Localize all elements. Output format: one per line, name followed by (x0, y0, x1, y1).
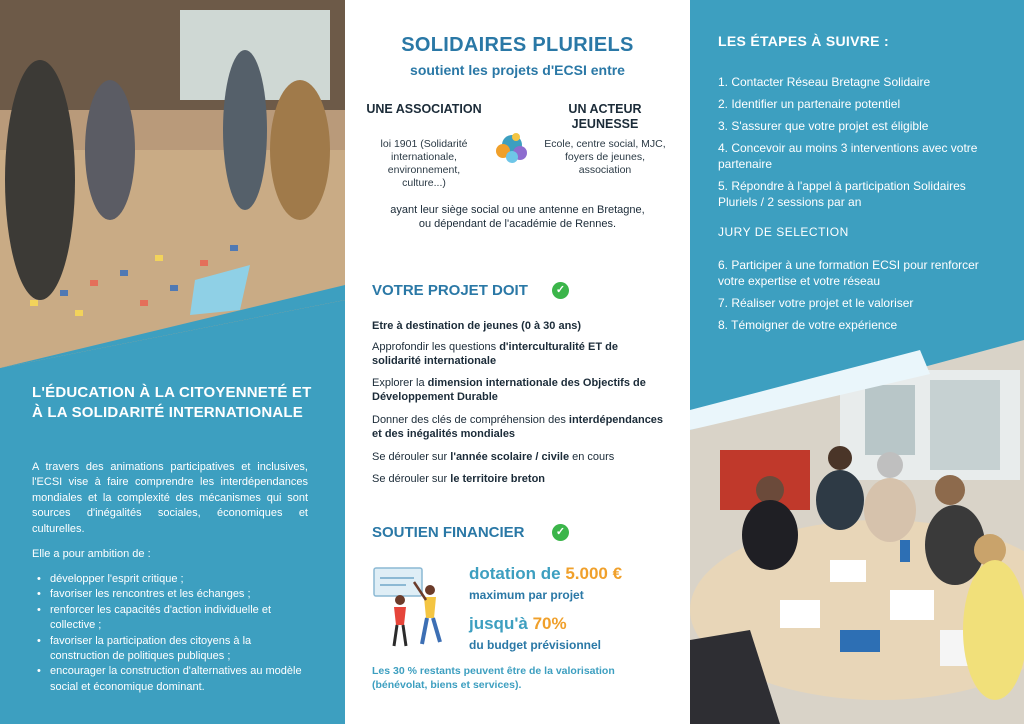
association-text: loi 1901 (Solidarité internationale, environnement, culture...) (380, 138, 468, 189)
step-item: 4. Concevoir au moins 3 interventions avec votre partenaire (718, 141, 978, 171)
ambition-list (32, 572, 308, 695)
list-item: • développer l'esprit critique ; (32, 572, 308, 587)
budget-percent: jusqu'à 70% (469, 614, 567, 633)
page-subtitle: soutient les projets d'ECSI entre (410, 62, 625, 78)
valorisation-note: Les 30 % restants peuvent être de la valorisation (bénévolat, biens et services). (372, 665, 615, 691)
requirement-2: Approfondir les questions d'interculturalité ET de solidarité internationale (372, 341, 618, 367)
illustration-people (370, 560, 460, 650)
dotation-sub: maximum par projet (469, 588, 584, 602)
list-item: • encourager la construction d'alternatives au modèle social et économique dominant. (32, 664, 308, 695)
step-item: 2. Identifier un partenaire potentiel (718, 97, 901, 111)
right-panel (690, 0, 1024, 724)
middle-panel (345, 0, 690, 724)
page-title: SOLIDAIRES PLURIELS (401, 34, 634, 56)
left-panel (0, 0, 345, 724)
workshop-photo (0, 0, 345, 368)
requirement-6: Se dérouler sur le territoire breton (372, 473, 546, 485)
seat-text: ayant leur siège social ou une antenne en Bretagne, ou dépendant de l'académie de Rennes. (390, 204, 645, 230)
step-item: 5. Répondre à l'appel à participation Solidaires Pluriels / 2 sessions par an (718, 179, 966, 209)
steps-title: LES ÉTAPES À SUIVRE : (718, 33, 889, 49)
step-item: 1. Contacter Réseau Bretagne Solidaire (718, 75, 931, 89)
step-item: 3. S'assurer que votre projet est éligible (718, 119, 929, 133)
check-icon: ✓ (552, 524, 569, 541)
projet-heading: VOTRE PROJET DOIT (372, 282, 528, 299)
ecsi-paragraph: A travers des animations participatives et inclusives, l'ECSI vise à faire comprendre les interdépendances mondiales et la complexité des mécanismes qui sont sources d'inégalités sociales, économiques et culturelles. (32, 461, 308, 535)
meeting-photo (690, 340, 1024, 724)
ecsi-title: L'ÉDUCATION À LA CITOYENNETÉ ET À LA SOLIDARITÉ INTERNATIONALE (32, 384, 312, 421)
step-item: 7. Réaliser votre projet et le valoriser (718, 296, 914, 310)
requirement-4: Donner des clés de compréhension des interdépendances et des inégalités mondiales (372, 414, 664, 440)
ambition-label: Elle a pour ambition de : (32, 548, 151, 560)
requirement-3: Explorer la dimension internationale des Objectifs de Développement Durable (372, 377, 646, 403)
soutien-heading: SOUTIEN FINANCIER (372, 524, 525, 541)
jury-label: JURY DE SELECTION (718, 225, 849, 239)
requirement-1: Etre à destination de jeunes (0 à 30 ans) (372, 320, 582, 332)
list-item: • favoriser la participation des citoyens à la construction de politiques publiques ; (32, 634, 308, 665)
step-item: 6. Participer à une formation ECSI pour renforcer votre expertise et votre réseau (718, 258, 979, 288)
logo-icon (490, 125, 534, 169)
association-heading: UNE ASSOCIATION (366, 102, 482, 116)
list-item: • favoriser les rencontres et les échanges ; (32, 587, 308, 602)
step-item: 8. Témoigner de votre expérience (718, 318, 898, 332)
jeunesse-text: Ecole, centre social, MJC, foyers de jeunes, association (544, 138, 666, 176)
dotation-amount: dotation de 5.000 € (469, 564, 623, 583)
list-item: • renforcer les capacités d'action individuelle et collective ; (32, 603, 308, 634)
check-icon: ✓ (552, 282, 569, 299)
requirement-5: Se dérouler sur l'année scolaire / civile en cours (372, 451, 615, 463)
budget-sub: du budget prévisionnel (469, 638, 602, 652)
jeunesse-heading: UN ACTEUR JEUNESSE (568, 102, 642, 131)
